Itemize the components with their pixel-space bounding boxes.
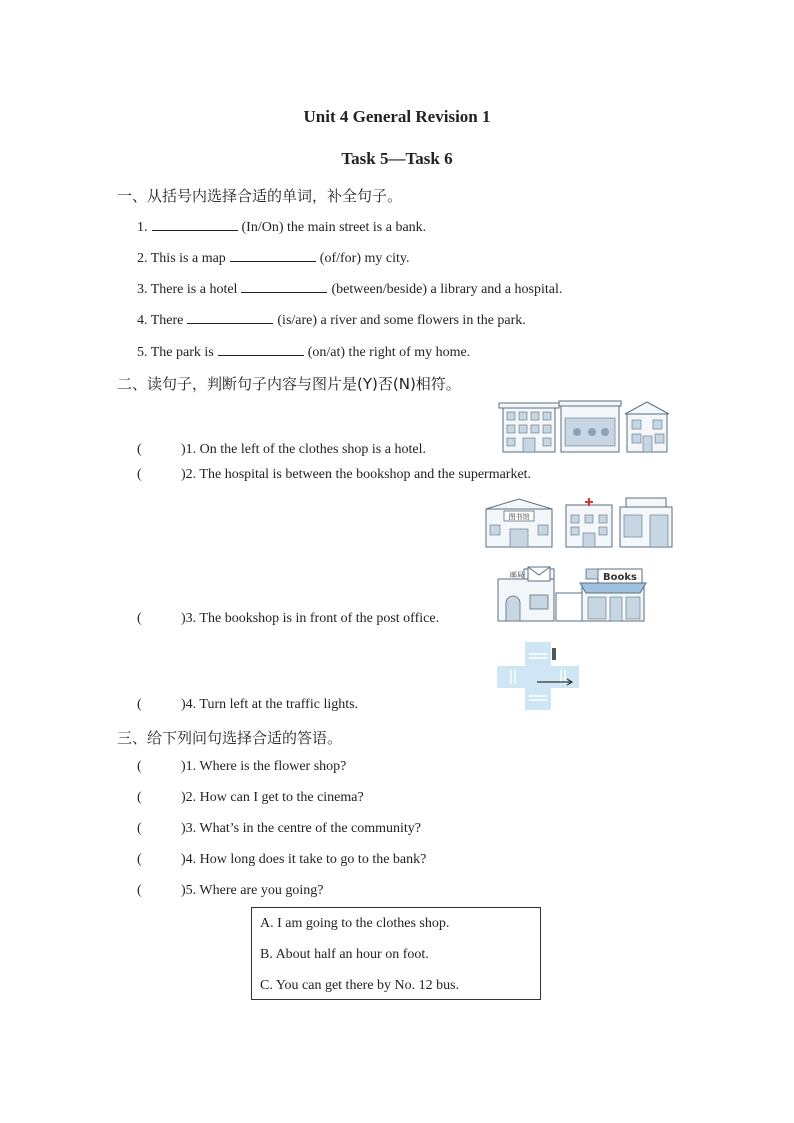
section1-item-4: 4. There (is/are) a river and some flowers in the park. (137, 313, 526, 328)
answer-blank[interactable] (230, 249, 316, 262)
section3-heading: 三、给下列问句选择合适的答语。 (117, 729, 343, 747)
answer-paren[interactable]: ( (137, 759, 142, 774)
answer-paren[interactable]: ( (137, 852, 142, 867)
crossroads-picture (497, 642, 579, 710)
answer-blank[interactable] (218, 343, 304, 356)
section3-item-4: ( )4. How long does it take to go to the bank? (137, 852, 427, 867)
section2-item-1: ( )1. On the left of the clothes shop is a hotel. (137, 442, 426, 457)
answer-paren[interactable]: ( (137, 467, 142, 482)
section1-item-2: 2. This is a map (of/for) my city. (137, 251, 410, 266)
section1-item-1: 1. (In/On) the main street is a bank. (137, 220, 427, 235)
bookshop-sign: Books (603, 572, 637, 583)
section3-item-3: ( )3. What’s in the centre of the community? (137, 821, 422, 836)
section1-heading: 一、从括号内选择合适的单词，补全句子。 (117, 187, 403, 205)
answer-paren[interactable]: ( (137, 790, 142, 805)
answer-paren[interactable]: ( (137, 611, 142, 626)
page-subtitle: Task 5—Task 6 (341, 149, 453, 168)
section3-item-1: ( )1. Where is the flower shop? (137, 759, 347, 774)
library-sign: 图书馆 (508, 513, 530, 521)
street-picture-1 (497, 400, 673, 454)
section2-heading: 二、读句子，判断句子内容与图片是(Y)否(N)相符。 (117, 375, 461, 393)
section2-item-4: ( )4. Turn left at the traffic lights. (137, 697, 359, 712)
answer-paren[interactable]: ( (137, 883, 142, 898)
answer-blank[interactable] (187, 311, 273, 324)
section2-item-3: ( )3. The bookshop is in front of the post office. (137, 611, 440, 626)
answer-blank[interactable] (152, 218, 238, 231)
answer-options-box (251, 907, 541, 1000)
option-a: A. I am going to the clothes shop. (260, 916, 450, 931)
page-title: Unit 4 General Revision 1 (303, 107, 491, 126)
section2-item-2: ( )2. The hospital is between the bookshop and the supermarket. (137, 467, 532, 482)
section3-item-2: ( )2. How can I get to the cinema? (137, 790, 364, 805)
street-picture-3 (496, 565, 648, 623)
post-office-sign: 邮局 (510, 571, 524, 579)
answer-paren[interactable]: ( (137, 697, 142, 712)
street-picture-2 (482, 495, 676, 549)
answer-paren[interactable]: ( (137, 821, 142, 836)
section1-item-5: 5. The park is (on/at) the right of my home. (137, 345, 471, 360)
section3-item-5: ( )5. Where are you going? (137, 883, 324, 898)
option-c: C. You can get there by No. 12 bus. (260, 978, 460, 993)
answer-blank[interactable] (241, 280, 327, 293)
section1-item-3: 3. There is a hotel (between/beside) a library and a hospital. (137, 282, 563, 297)
option-b: B. About half an hour on foot. (260, 947, 429, 962)
answer-paren[interactable]: ( (137, 442, 142, 457)
